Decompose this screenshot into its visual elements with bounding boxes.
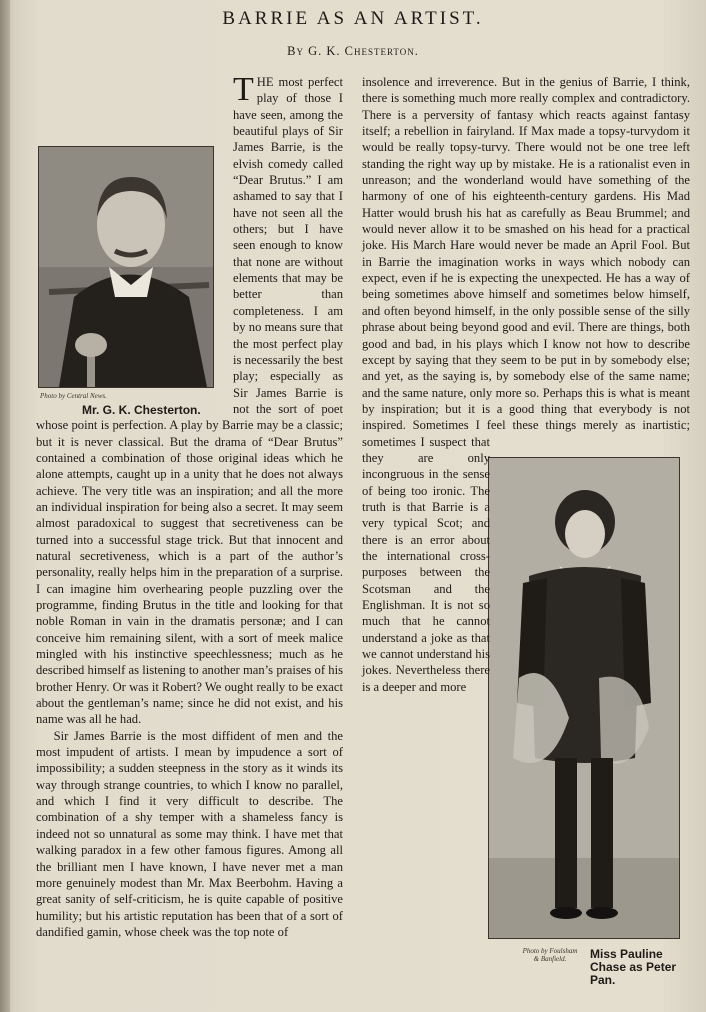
paragraph-3: insolence and irreverence. But in the genius of Barrie, I think, there is something much more really complex and contradictory. There is a perversity of fantasy which reacts against fantasy itself; a rebellion in fairyland. If Max made a topsy-turvydom it would be really topsy-turvy. There would not be one tree left standing the right way up by mistake. He is a rationalist even in unreason; and the wonderland would have something of the harmony of one of his eighteenth-century gardens. His Mad Hatter would brush his hat as carefully as Beau Brummel; and would never allow it to be smashed on his head for a practical joke. His March Hare would never be made an April Fool. But in Barrie the imagination works in ways which nobody can expect, even if he is expecting the unexpected. He has a way of being sometimes above himself and sometimes below himself, and often beyond himself, in the only possible sense of the silly phrase about being beyond good and evil. There are things, both good and bad, in his plays which I know not how to describe except by saying that they seem to be put in by somebody else; and yet, as the saying is, by somebody else of the same name; and the same nature, only more so. Perhaps this is what is meant by inspiration; but it is a good thing that everybody is not inspired. Sometimes I feel these things merely as inartistic; sometimes I suspect that they are only incongruous in the sense of being too ironic. The truth is that Barrie is a very typical Scot; and there is an error about the international cross-purposes between the Scotsman and the Englishman. It is not so much that he cannot understand a joke as that we cannot understand his jokes. Nevertheless there is a deeper and more: [362, 75, 690, 694]
photo-spacer-right: [500, 448, 702, 978]
photo-spacer-left: [33, 74, 223, 404]
photo-credit-peter-pan: Photo by Foulsham & Banfield.: [522, 947, 578, 963]
text-column-right: [362, 74, 690, 978]
caption-chesterton: Mr. G. K. Chesterton.: [82, 403, 201, 417]
paragraph-2: Sir James Barrie is the most diffident of men and the most impudent of artists. I mean by impudence a sort of impossibility; a sudden steepness in the story as it winds its way through strange countries, to which I know no parallel, and which I find it very difficult to describe. The combination of a shy temper with a shameless fancy is indeed not so unnatural as some may think. I have met that walking paradox in a few other famous figures. Among all the brilliant men I have known, I have never met a man more genuinely modest than Mr. Max Beerbohm. Having a great sanity of self-criticism, he is quite capable of positive humility; but his artistic reputation has been that of a sort of dandified gamin, whose cheek was the top note of: [36, 728, 343, 939]
book-spine-shadow: [0, 0, 10, 1012]
drop-cap: T: [233, 71, 254, 108]
article-title: BARRIE AS AN ARTIST.: [222, 8, 484, 29]
text-column-left: [36, 71, 343, 940]
paragraph-1-text: HE most perfect play of those I have seen, among the beautiful plays of Sir James Barrie, is the elvish comedy called “Dear Brutus.” I am ashamed to say that I have not seen all the others; but I have seen enough to know that none are without elements that may be better than completeness. I am by no means sure that the most perfect play is necessarily the best play; especially as Sir James Barrie is not the sort of poet whose point is perfection. A play by Barrie may be a classic; but it is never classical. But the drama of “Dear Brutus” contained a combination of those original ideas which he alone attempts, caught up in a unity that he does not always achieve. The very title was an inspiration; and all the more an individual inspiration for being also a secret. It may seem almost paradoxical to suggest that secretiveness can be turned into a successful stage trick. But that innocent and natural secretiveness, which is a part of the author’s personality, really helps him in the preparation of a surprise. I can imagine him overhearing people puzzling over the programme, finding Brutus in the title and looking for that noble Roman in vain in the dramatis personæ; and I can conceive him remaining silent, with a sort of meek malice mingled with his instinctive speechlessness; much as he described himself as listening to another man’s praises of his brother Henry. Or was it Robert? We ought really to be exact about the gentleman’s name; since he did not exist, and his name was all he had.: [36, 75, 343, 727]
photo-credit-chesterton: Photo by Central News.: [40, 392, 107, 400]
caption-peter-pan: Miss Pauline Chase as Peter Pan.: [590, 947, 677, 987]
article-byline: By G. K. Chesterton.: [287, 44, 419, 58]
